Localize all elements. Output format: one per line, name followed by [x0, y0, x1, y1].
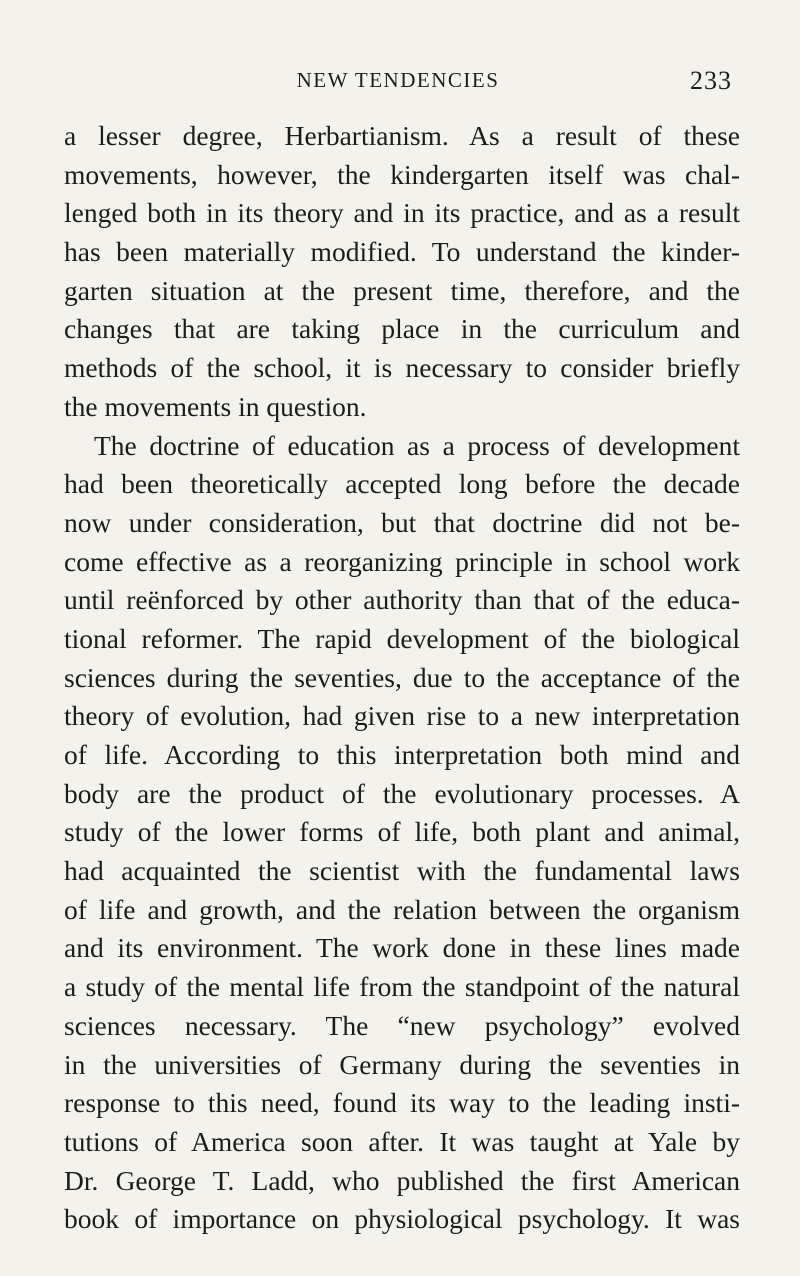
page-number: 233	[690, 66, 732, 95]
text-line: has been materially modified. To understand the kinder-	[64, 236, 740, 268]
text-line: methods of the school, it is necessary to consider briefly	[64, 352, 740, 384]
text-line: Dr. George T. Ladd, who published the first American	[64, 1164, 740, 1196]
text-line: changes that are taking place in the curriculum and	[64, 313, 740, 345]
text-line: tional reformer. The rapid development of the biological	[64, 622, 740, 654]
text-line: tutions of America soon after. It was taught at Yale by	[64, 1125, 740, 1157]
text-line: had been theoretically accepted long before the decade	[64, 468, 740, 500]
running-head: NEW TENDENCIES	[296, 68, 500, 92]
page-header	[64, 64, 732, 104]
text-line: lenged both in its theory and in its practice, and as a result	[64, 197, 740, 229]
text-line: body are the product of the evolutionary processes. A	[64, 777, 740, 809]
text-line: of life and growth, and the relation between the organism	[64, 893, 740, 925]
text-line: garten situation at the present time, therefore, and the	[64, 274, 740, 306]
body-text	[64, 117, 740, 1239]
text-line: a study of the mental life from the standpoint of the natural	[64, 971, 740, 1003]
text-line: now under consideration, but that doctrine did not be-	[64, 506, 740, 538]
text-line: study of the lower forms of life, both plant and animal,	[64, 816, 740, 848]
paragraph-1	[64, 117, 740, 427]
text-line: book of importance on physiological psychology. It was	[64, 1203, 740, 1235]
text-line: The doctrine of education as a process of development	[94, 429, 740, 461]
text-line: of life. According to this interpretation both mind and	[64, 739, 740, 770]
text-line: sciences necessary. The “new psychology” evolved	[64, 1009, 740, 1041]
paragraph-2	[64, 427, 740, 1239]
text-line: until reënforced by other authority than that of the educa-	[64, 584, 740, 616]
text-line: and its environment. The work done in these lines made	[64, 932, 740, 964]
text-line: a lesser degree, Herbartianism. As a result of these	[64, 120, 740, 151]
text-line: movements, however, the kindergarten itself was chal-	[64, 158, 740, 190]
text-line: sciences during the seventies, due to the acceptance of the	[64, 661, 740, 693]
text-line: the movements in question.	[64, 390, 367, 422]
text-line: theory of evolution, had given rise to a new interpretation	[64, 700, 740, 732]
text-line: in the universities of Germany during the seventies in	[64, 1048, 740, 1080]
text-line: had acquainted the scientist with the fundamental laws	[64, 855, 740, 887]
text-line: come effective as a reorganizing principle in school work	[64, 545, 740, 577]
text-line: response to this need, found its way to the leading insti-	[64, 1087, 740, 1119]
